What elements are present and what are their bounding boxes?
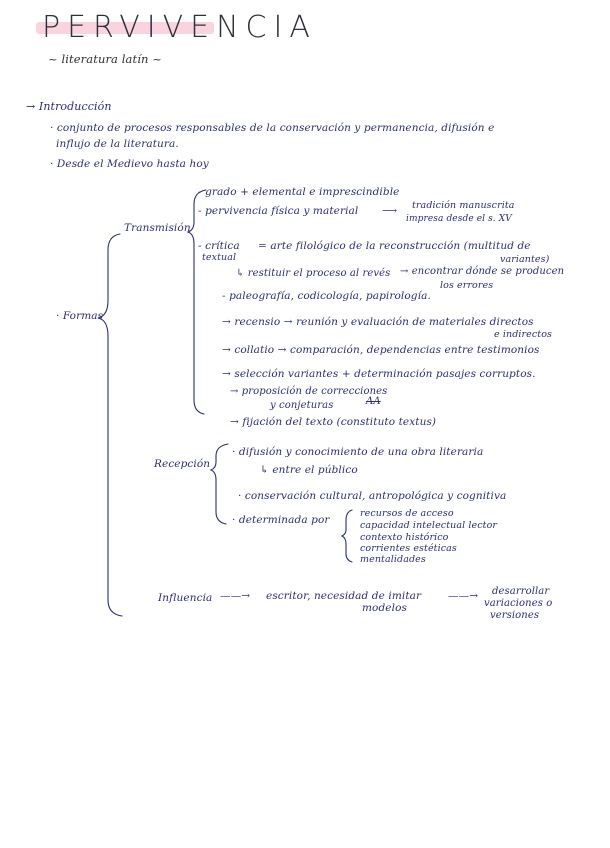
- transmision-proposicion-1: → proposición de correcciones: [230, 386, 388, 397]
- scribble-mark: AA: [366, 396, 381, 407]
- recepcion-factor-3: corrientes estéticas: [360, 543, 457, 554]
- transmision-recensio: → recensio → reunión y evaluación de materiales directos: [222, 316, 534, 328]
- formas-label: · Formas: [56, 310, 104, 322]
- transmision-tradicion-1: tradición manuscrita: [412, 200, 515, 211]
- recepcion-factor-2: contexto histórico: [360, 532, 449, 543]
- recepcion-factor-4: mentalidades: [360, 554, 426, 565]
- recepcion-entre: ↳ entre el público: [260, 464, 358, 476]
- determinada-brace: [342, 510, 352, 562]
- transmision-arrow-tradicion: ⟶: [382, 205, 398, 217]
- influencia-text-1: escritor, necesidad de imitar: [266, 590, 422, 602]
- influencia-arrow-2: ——→: [448, 590, 479, 602]
- intro-line-3: · Desde el Medievo hasta hoy: [50, 158, 209, 170]
- transmision-fijacion: → fijación del texto (constituto textus): [230, 416, 437, 428]
- influencia-text-1b: modelos: [362, 602, 407, 614]
- transmision-label: Transmisión: [124, 222, 191, 234]
- page-title: PERVIVENCIA: [42, 10, 317, 45]
- transmision-encontrar-2: los errores: [440, 280, 494, 291]
- transmision-critica-1: - crítica: [198, 240, 240, 252]
- transmision-indirectos: e indirectos: [494, 329, 553, 340]
- recepcion-conservacion: · conservación cultural, antropológica y cognitiva: [238, 490, 507, 502]
- recepcion-brace: [211, 444, 228, 524]
- transmision-collatio: → collatio → comparación, dependencias entre testimonios: [222, 344, 540, 356]
- influencia-result-1: desarrollar: [492, 586, 550, 597]
- formas-brace: [98, 234, 122, 616]
- recepcion-factor-1: capacidad intelectual lector: [360, 520, 498, 531]
- influencia-result-3: versiones: [490, 610, 540, 621]
- recepcion-difusion: · difusión y conocimiento de una obra literaria: [232, 446, 484, 458]
- transmision-pervivencia: - pervivencia física y material: [198, 205, 359, 217]
- influencia-label: Influencia: [158, 592, 213, 604]
- transmision-restituir: ↳ restituir el proceso al revés: [236, 268, 391, 279]
- transmision-grado: - grado + elemental e imprescindible: [198, 186, 400, 198]
- transmision-tradicion-2: impresa desde el s. XV: [406, 214, 512, 224]
- influencia-result-2: variaciones o: [484, 598, 553, 609]
- transmision-paleografia: - paleografía, codicología, papirología.: [222, 290, 431, 302]
- influencia-arrow-1: ——→: [220, 590, 251, 602]
- transmision-arte-1: = arte filológico de la reconstrucción (multitud de: [258, 240, 531, 252]
- transmision-critica-2: textual: [202, 252, 237, 263]
- intro-line-1: · conjunto de procesos responsables de la conservación y permanencia, difusión e: [50, 122, 495, 134]
- page-subtitle: ~ literatura latín ~: [48, 52, 162, 66]
- recepcion-determinada: · determinada por: [232, 514, 330, 526]
- transmision-encontrar-1: → encontrar dónde se producen: [400, 266, 565, 277]
- transmision-proposicion-2: y conjeturas: [270, 400, 334, 411]
- intro-line-2: influjo de la literatura.: [56, 138, 179, 150]
- recepcion-factor-0: recursos de acceso: [360, 508, 454, 519]
- transmision-seleccion: → selección variantes + determinación pasajes corruptos.: [222, 368, 536, 380]
- intro-heading: → Introducción: [26, 100, 112, 113]
- transmision-arte-2: variantes): [500, 254, 550, 265]
- recepcion-label: Recepción: [154, 458, 211, 470]
